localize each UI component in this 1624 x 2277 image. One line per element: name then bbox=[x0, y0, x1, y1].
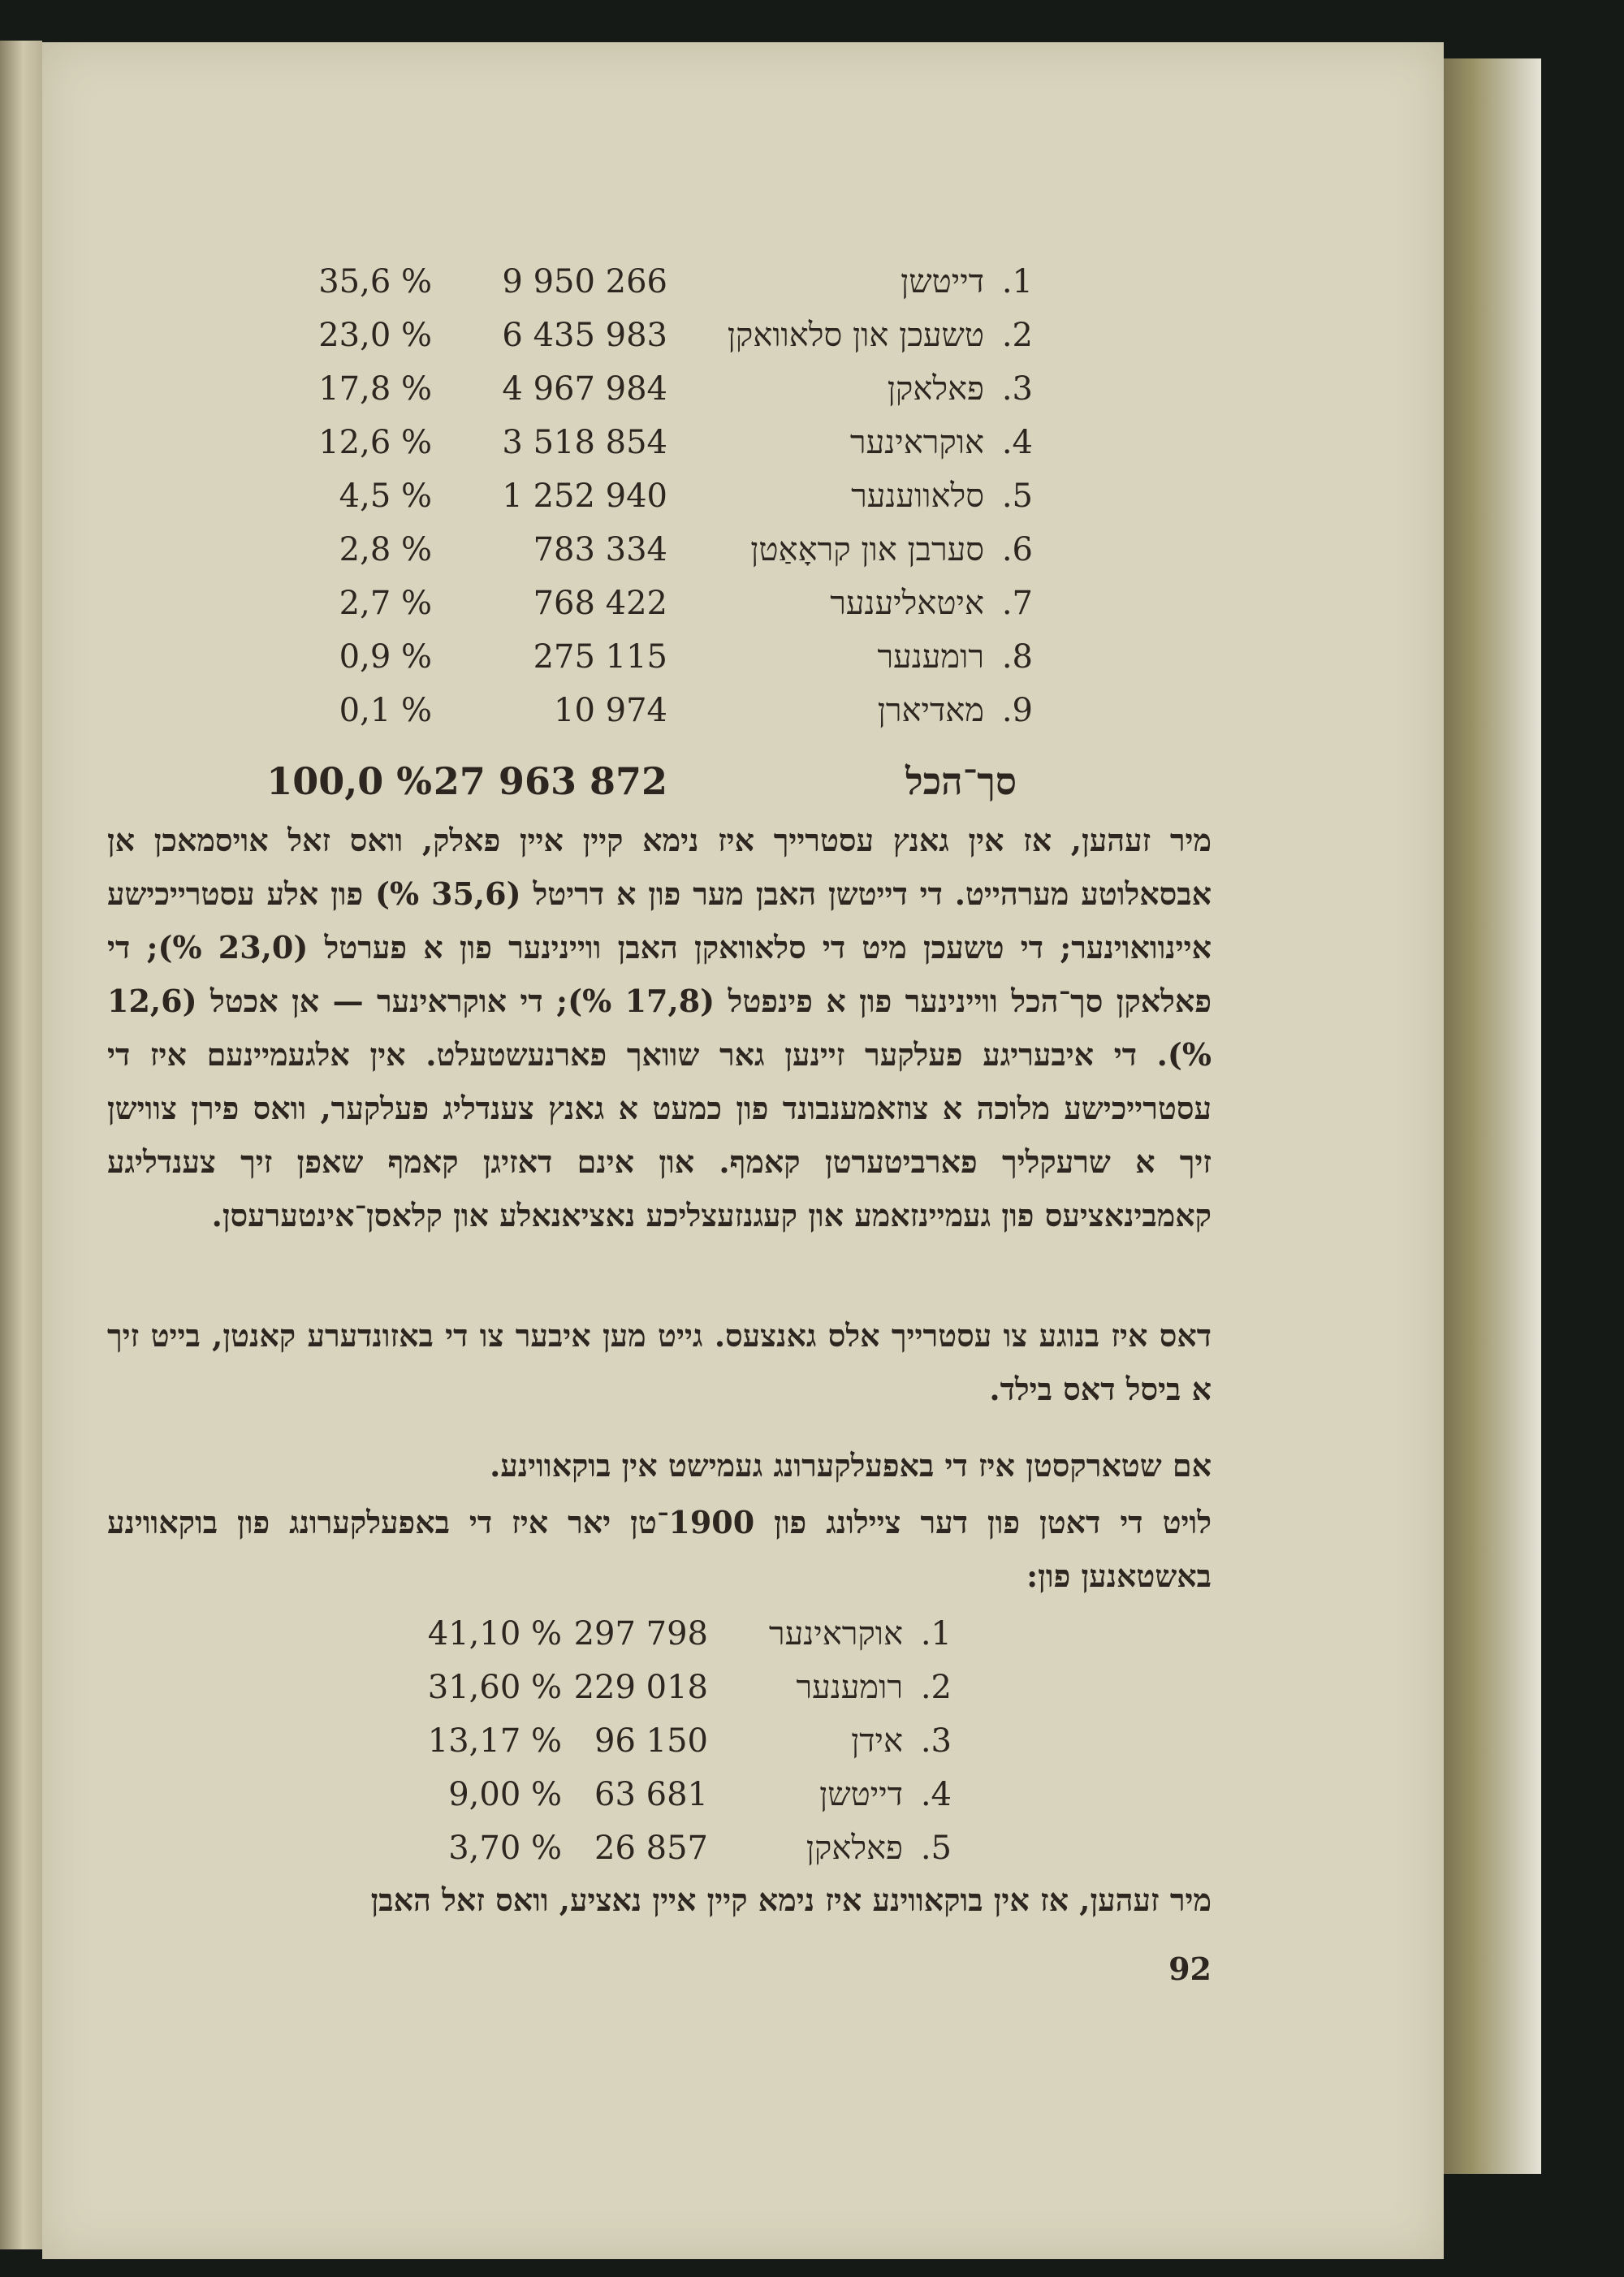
percent-cell: 31,60 % bbox=[427, 1669, 562, 1706]
nationality-cell: איטאליענער bbox=[830, 585, 984, 622]
percent-cell: 12,6 % bbox=[318, 424, 432, 461]
row-index: 2. bbox=[1001, 317, 1033, 354]
nationality-cell: סערבן און קראָאַטן bbox=[750, 531, 984, 568]
row-index: 4. bbox=[920, 1776, 952, 1813]
row-index: 6. bbox=[1001, 531, 1033, 568]
row-index: 9. bbox=[1001, 692, 1033, 729]
nationality-cell: אוקראינער bbox=[849, 424, 984, 461]
page-edge-stack bbox=[1444, 58, 1541, 2174]
nationality-cell: רומענער bbox=[796, 1669, 903, 1706]
table-row bbox=[42, 686, 1444, 735]
row-index: 1. bbox=[920, 1615, 952, 1653]
table-row bbox=[42, 633, 1444, 681]
nationality-cell: אוקראינער bbox=[768, 1615, 903, 1653]
count-cell: 275 115 bbox=[533, 638, 667, 676]
nationality-cell: דייטשן bbox=[901, 263, 984, 300]
percent-cell: 9,00 % bbox=[448, 1776, 562, 1813]
row-index: 5. bbox=[1001, 477, 1033, 515]
nationality-cell: טשעכן און סלאוואקן bbox=[727, 317, 984, 354]
row-index: 5. bbox=[920, 1830, 952, 1867]
table-row bbox=[42, 1609, 1444, 1658]
count-cell: 10 974 bbox=[554, 692, 667, 729]
total-label: סך־הכל bbox=[905, 759, 1017, 803]
nationality-cell: מאדיארן bbox=[877, 692, 984, 729]
row-index: 4. bbox=[1001, 424, 1033, 461]
count-cell: 768 422 bbox=[533, 585, 667, 622]
nationality-cell: דייטשן bbox=[819, 1776, 903, 1813]
percent-cell: 2,7 % bbox=[339, 585, 432, 622]
left-page-edge bbox=[0, 41, 42, 2249]
table-row bbox=[42, 757, 1444, 806]
paragraph-census: לויט די דאטן פון דער ציילונג פון 1900־טן יאר איז די באפעלקערונג פון בוקאווינע באשטאנען פון: bbox=[107, 1504, 1212, 1594]
table-row bbox=[42, 1770, 1444, 1819]
row-index: 2. bbox=[920, 1669, 952, 1706]
percent-cell: 17,8 % bbox=[318, 370, 432, 408]
percent-cell: 0,1 % bbox=[339, 692, 432, 729]
count-cell: 297 798 bbox=[573, 1615, 708, 1653]
count-cell: 3 518 854 bbox=[502, 424, 667, 461]
percent-cell: 0,9 % bbox=[339, 638, 432, 676]
percent-cell: 100,0 % bbox=[266, 759, 432, 803]
table-row bbox=[42, 472, 1444, 521]
count-cell: 26 857 bbox=[594, 1830, 708, 1867]
row-index: 7. bbox=[1001, 585, 1033, 622]
table-row bbox=[42, 365, 1444, 413]
count-cell: 783 334 bbox=[533, 531, 667, 568]
paragraph-cantons: דאס איז בנוגע צו עסטרייך אלס גאנצעס. גייט מען איבער צו די באזונדערע קאנטן, בייט זיך א ביסל דאס בילד. bbox=[107, 1317, 1212, 1407]
nationality-cell: פאלאקן bbox=[887, 370, 984, 408]
paragraph-bukovina-conclusion: מיר זעהען, אז אין בוקאווינע איז נימא קיין איין נאציע, וואס זאל האבן bbox=[370, 1882, 1212, 1918]
count-cell: 4 967 984 bbox=[502, 370, 667, 408]
row-index: 3. bbox=[1001, 370, 1033, 408]
paragraph-bukovina-mixed: אם שטארקסטן איז די באפעלקערונג געמישט אין בוקאווינע. bbox=[490, 1447, 1212, 1484]
percent-cell: 3,70 % bbox=[448, 1830, 562, 1867]
paragraph-austria: מיר זעהען, אז אין גאנץ עסטרייך איז נימא קיין איין פאלק, וואס זאל אויסמאכן אן אבסאלוטע מערהייט. די דייטשן האבן מער פון א דריטל (35,6 %) פון אלע עסטרייכישע איינוואוינער; די טשעכן מיט די סלאוואקן האבן וויינינער פון א פערטל (23,0 %); די פאלאקן סך־הכל וויינינער פון א פינפטל (17,8 %); די אוקראינער — אן אכטל (12,6 %). די איבעריגע פעלקער זיינען גאר שוואך פארנעשטעלט. אין אלגעמיינעם איז די עסטרייכישע מלוכה א צוזאמענבונד פון כמעט א גאנץ צענדליג פעלקער, וואס פירן צווישן זיך א שרעקליך פארביטערטן קאמף. און אינם דאזיגן קאמף שאפן זיך צענדליגע קאמבינאציעס פון געמיינזאמע און קעגנזעצליכע נאציאנאלע און קלאסן־אינטערעסן. bbox=[107, 822, 1212, 1234]
nationality-cell: פאלאקן bbox=[806, 1830, 903, 1867]
count-cell: 63 681 bbox=[594, 1776, 708, 1813]
percent-cell: 2,8 % bbox=[339, 531, 432, 568]
count-cell: 96 150 bbox=[594, 1722, 708, 1760]
nationality-cell: סלאווענער bbox=[851, 477, 984, 515]
percent-cell: 41,10 % bbox=[427, 1615, 562, 1653]
percent-cell: 13,17 % bbox=[427, 1722, 562, 1760]
nationality-cell: אידן bbox=[851, 1722, 903, 1760]
table-row bbox=[42, 311, 1444, 360]
percent-cell: 23,0 % bbox=[318, 317, 432, 354]
count-cell: 229 018 bbox=[573, 1669, 708, 1706]
page-number: 92 bbox=[1168, 1951, 1212, 1987]
table-row bbox=[42, 1717, 1444, 1765]
nationality-cell: רומענער bbox=[877, 638, 984, 676]
table-row bbox=[42, 257, 1444, 306]
table-row bbox=[42, 579, 1444, 628]
table-row bbox=[42, 1663, 1444, 1712]
count-cell: 6 435 983 bbox=[502, 317, 667, 354]
count-cell: 9 950 266 bbox=[502, 263, 667, 300]
table-row bbox=[42, 418, 1444, 467]
row-index: 3. bbox=[920, 1722, 952, 1760]
row-index: 8. bbox=[1001, 638, 1033, 676]
book-page bbox=[42, 42, 1444, 2259]
percent-cell: 4,5 % bbox=[339, 477, 432, 515]
count-cell: 1 252 940 bbox=[502, 477, 667, 515]
table-row bbox=[42, 525, 1444, 574]
row-index: 1. bbox=[1001, 263, 1033, 300]
count-cell: 27 963 872 bbox=[433, 759, 667, 803]
percent-cell: 35,6 % bbox=[318, 263, 432, 300]
table-row bbox=[42, 1824, 1444, 1873]
